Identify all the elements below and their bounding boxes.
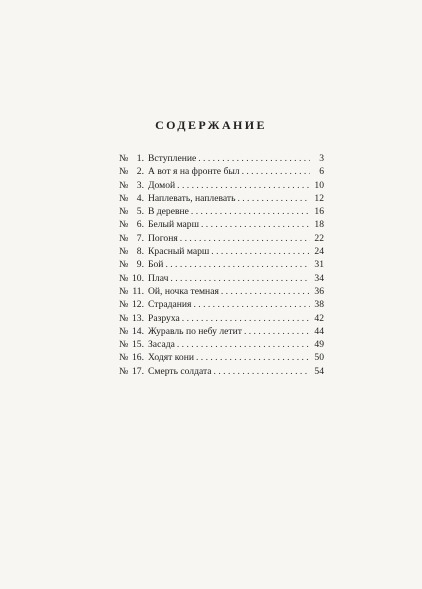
toc-entry-title: Плач [148,272,169,284]
toc-number-sign: № [119,232,129,244]
toc-entry-index: 12. [132,299,144,311]
toc-number-sign: № [119,339,129,351]
toc-entry-index: 6. [136,219,144,231]
toc-number-sign: № [119,192,129,204]
toc-entry-5[interactable] [119,205,324,218]
toc-entry-title: Разруха [148,312,180,324]
toc-entry-title: А вот я на фронте был [148,166,240,178]
toc-entry-title: Красный марш [148,246,210,258]
toc-entry-12[interactable] [119,298,324,311]
toc-number-sign: № [119,259,129,271]
toc-number-sign: № [119,352,129,364]
toc-dot-leader [196,351,310,364]
toc-entry-title: Ой, ночка темная [148,285,219,297]
toc-number-sign: № [119,206,129,218]
toc-entry-11[interactable] [119,285,324,298]
toc-entry-index: 14. [132,325,144,337]
toc-entry-page: 49 [314,339,324,351]
toc-entry-index: 17. [132,365,144,377]
toc-number-sign: № [119,272,129,284]
toc-entry-title: Бой [148,259,164,271]
toc-entry-title: Наплевать, наплевать [148,192,236,204]
toc-number-sign: № [119,365,129,377]
toc-entry-index: 9. [136,259,144,271]
toc-entry-1[interactable] [119,152,324,165]
toc-dot-leader [211,245,310,258]
toc-entry-index: 7. [136,232,144,244]
toc-number-sign: № [119,166,129,178]
toc-entry-index: 11. [132,285,144,297]
toc-dot-leader [177,338,310,351]
toc-dot-leader [165,258,310,271]
toc-entry-page: 44 [314,325,324,337]
toc-entry-index: 15. [132,339,144,351]
toc-number-sign: № [119,179,129,191]
toc-entry-16[interactable] [119,351,324,364]
toc-entry-index: 4. [136,192,144,204]
toc-entry-page: 31 [314,259,324,271]
toc-entry-title: Белый марш [148,219,199,231]
toc-entry-13[interactable] [119,312,324,325]
toc-entry-14[interactable] [119,325,324,338]
toc-entry-page: 16 [314,206,324,218]
toc-number-sign: № [119,219,129,231]
toc-entry-page: 54 [314,365,324,377]
toc-entry-4[interactable] [119,192,324,205]
toc-number-sign: № [119,325,129,337]
toc-entry-page: 50 [314,352,324,364]
toc-entry-title: Домой [148,179,176,191]
toc-dot-leader [214,365,310,378]
toc-dot-leader [193,298,310,311]
toc-entry-page: 6 [319,166,324,178]
toc-dot-leader [244,325,310,338]
toc-entry-title: Ходят кони [148,352,194,364]
toc-entry-page: 3 [319,153,324,164]
toc-dot-leader [201,218,310,231]
toc-entry-15[interactable] [119,338,324,351]
toc-list [119,152,324,378]
toc-number-sign: № [119,153,129,164]
toc-dot-leader [198,152,310,165]
toc-number-sign: № [119,285,129,297]
toc-entry-title: Смерть солдата [148,365,212,377]
toc-entry-index: 8. [136,246,144,258]
toc-entry-page: 38 [314,299,324,311]
toc-title: СОДЕРЖАНИЕ [155,118,267,132]
toc-dot-leader [170,272,310,285]
toc-entry-8[interactable] [119,245,324,258]
toc-entry-title: Вступление [148,153,197,164]
toc-entry-page: 42 [314,312,324,324]
toc-entry-page: 10 [314,179,324,191]
toc-entry-2[interactable] [119,165,324,178]
toc-dot-leader [242,165,310,178]
toc-entry-title: Журавль по небу летит [148,325,242,337]
toc-entry-page: 18 [314,219,324,231]
toc-entry-title: В деревне [148,206,189,218]
toc-entry-10[interactable] [119,272,324,285]
toc-entry-9[interactable] [119,258,324,271]
toc-entry-page: 12 [314,192,324,204]
toc-entry-index: 1. [136,153,144,164]
toc-dot-leader [221,285,310,298]
toc-dot-leader [237,192,310,205]
toc-number-sign: № [119,312,129,324]
toc-dot-leader [180,232,310,245]
toc-entry-index: 10. [132,272,144,284]
toc-entry-page: 36 [314,285,324,297]
toc-entry-title: Страдания [148,299,192,311]
toc-entry-page: 22 [314,232,324,244]
toc-entry-page: 24 [314,246,324,258]
toc-entry-index: 2. [136,166,144,178]
toc-entry-page: 34 [314,272,324,284]
toc-entry-6[interactable] [119,218,324,231]
toc-entry-index: 3. [136,179,144,191]
toc-entry-index: 16. [132,352,144,364]
toc-entry-title: Засада [148,339,175,351]
toc-entry-title: Погоня [148,232,178,244]
toc-entry-17[interactable] [119,365,324,378]
toc-entry-7[interactable] [119,232,324,245]
toc-number-sign: № [119,246,129,258]
toc-dot-leader [191,205,310,218]
toc-number-sign: № [119,299,129,311]
toc-dot-leader [177,179,310,192]
toc-entry-index: 5. [136,206,144,218]
toc-entry-3[interactable] [119,179,324,192]
toc-dot-leader [182,312,310,325]
toc-entry-index: 13. [132,312,144,324]
